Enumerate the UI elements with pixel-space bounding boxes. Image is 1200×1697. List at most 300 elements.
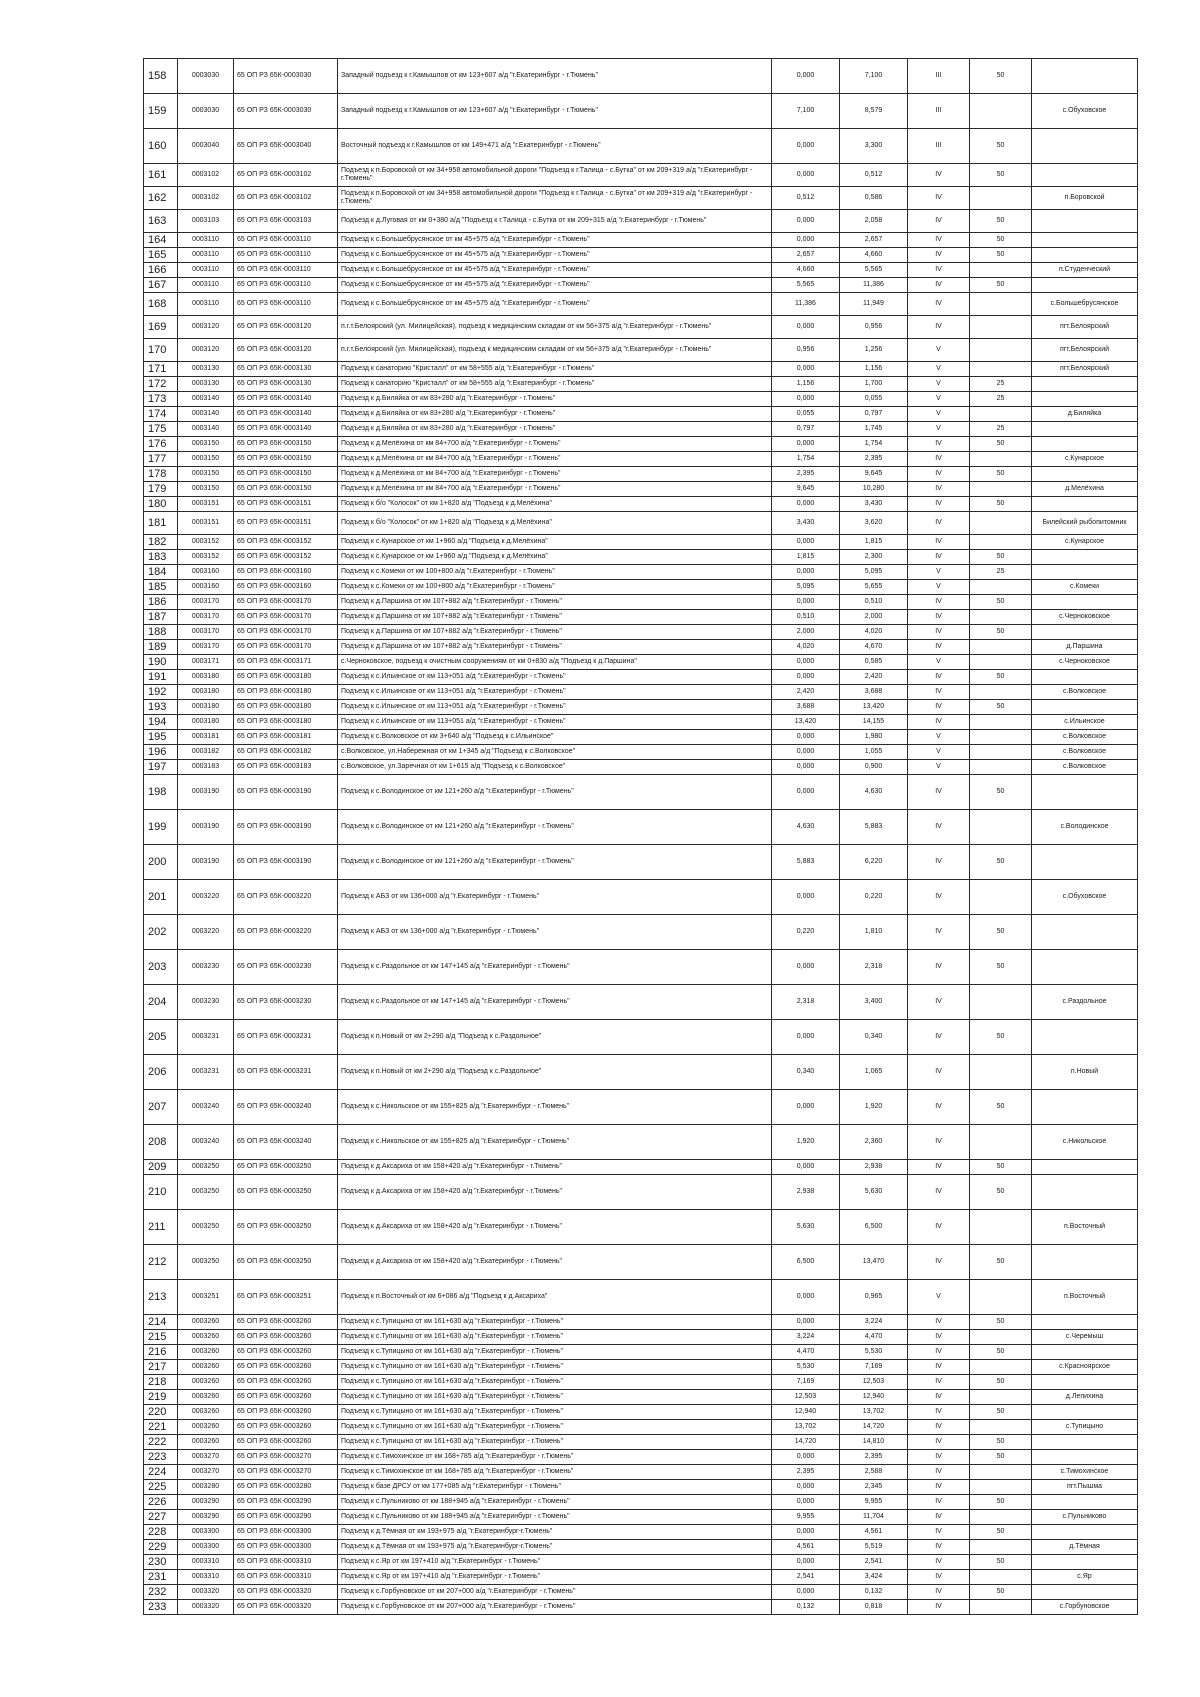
settlement: с.Обуховское: [1032, 94, 1138, 129]
road-category: IV: [908, 715, 970, 730]
table-row: [144, 1175, 1138, 1210]
road-code: 0003170: [178, 595, 234, 610]
road-name: Подъезд к д.Мелёхина от км 84+700 а/д "г.Екатеринбург - г.Тюмень": [338, 482, 772, 497]
road-category: IV: [908, 1480, 970, 1495]
speed-limit: 50: [970, 915, 1032, 950]
km-end: 2,058: [840, 210, 908, 233]
road-code: 0003260: [178, 1435, 234, 1450]
registration-number: 65 ОП РЗ 65К-0003140: [234, 392, 338, 407]
road-name: Подъезд к с.Никольское от км 155+825 а/д "г.Екатеринбург - г.Тюмень": [338, 1125, 772, 1160]
registration-number: 65 ОП РЗ 65К-0003040: [234, 129, 338, 164]
row-number: 170: [144, 339, 178, 362]
speed-limit: 50: [970, 467, 1032, 482]
road-name: Подъезд к с.Ильинское от км 113+051 а/д "г.Екатеринбург - г.Тюмень": [338, 700, 772, 715]
km-start: 0,000: [772, 497, 840, 512]
settlement: д.Тёмная: [1032, 1540, 1138, 1555]
km-end: 2,420: [840, 670, 908, 685]
road-name: п.г.т.Белоярский (ул. Милицейская), подъезд к медицинским складам от км 56+375 а/д "г.Екатеринбург - г.Тюмень": [338, 339, 772, 362]
row-number: 192: [144, 685, 178, 700]
km-end: 2,395: [840, 1450, 908, 1465]
road-category: IV: [908, 550, 970, 565]
road-category: IV: [908, 1055, 970, 1090]
km-start: 4,470: [772, 1345, 840, 1360]
km-start: 5,565: [772, 278, 840, 293]
km-end: 2,300: [840, 550, 908, 565]
registration-number: 65 ОП РЗ 65К-0003190: [234, 845, 338, 880]
settlement: [1032, 700, 1138, 715]
speed-limit: [970, 985, 1032, 1020]
km-end: 3,688: [840, 685, 908, 700]
registration-number: 65 ОП РЗ 65К-0003250: [234, 1210, 338, 1245]
speed-limit: 50: [970, 1020, 1032, 1055]
registration-number: 65 ОП РЗ 65К-0003231: [234, 1055, 338, 1090]
km-end: 1,055: [840, 745, 908, 760]
row-number: 188: [144, 625, 178, 640]
km-start: 0,000: [772, 1480, 840, 1495]
table-row: [144, 1160, 1138, 1175]
km-start: 9,955: [772, 1510, 840, 1525]
road-code: 0003250: [178, 1175, 234, 1210]
table-row: [144, 187, 1138, 210]
speed-limit: [970, 1510, 1032, 1525]
registration-number: 65 ОП РЗ 65К-0003030: [234, 94, 338, 129]
settlement: [1032, 1585, 1138, 1600]
table-row: [144, 467, 1138, 482]
settlement: [1032, 1345, 1138, 1360]
road-code: 0003102: [178, 187, 234, 210]
table-row: [144, 610, 1138, 625]
settlement: [1032, 497, 1138, 512]
km-end: 4,020: [840, 625, 908, 640]
road-name: с.Волковское, ул.Заречная от км 1+615 а/д "Подъезд к с.Волковское": [338, 760, 772, 775]
table-row: [144, 263, 1138, 278]
road-code: 0003190: [178, 845, 234, 880]
settlement: [1032, 915, 1138, 950]
road-code: 0003183: [178, 760, 234, 775]
settlement: с.Волковское: [1032, 685, 1138, 700]
table-row: [144, 760, 1138, 775]
km-end: 0,586: [840, 187, 908, 210]
km-start: 0,000: [772, 1315, 840, 1330]
registration-number: 65 ОП РЗ 65К-0003152: [234, 550, 338, 565]
speed-limit: [970, 655, 1032, 670]
registration-number: 65 ОП РЗ 65К-0003240: [234, 1125, 338, 1160]
km-end: 7,169: [840, 1360, 908, 1375]
settlement: с.Волковское: [1032, 745, 1138, 760]
registration-number: 65 ОП РЗ 65К-0003270: [234, 1450, 338, 1465]
registration-number: 65 ОП РЗ 65К-0003230: [234, 950, 338, 985]
road-category: IV: [908, 670, 970, 685]
table-row: [144, 595, 1138, 610]
settlement: [1032, 233, 1138, 248]
road-category: V: [908, 377, 970, 392]
registration-number: 65 ОП РЗ 65К-0003150: [234, 452, 338, 467]
table-row: [144, 810, 1138, 845]
speed-limit: 50: [970, 950, 1032, 985]
row-number: 176: [144, 437, 178, 452]
row-number: 198: [144, 775, 178, 810]
km-end: 5,630: [840, 1175, 908, 1210]
settlement: д.Паршина: [1032, 640, 1138, 655]
road-category: IV: [908, 1585, 970, 1600]
speed-limit: [970, 1330, 1032, 1345]
road-code: 0003260: [178, 1420, 234, 1435]
registration-number: 65 ОП РЗ 65К-0003320: [234, 1585, 338, 1600]
speed-limit: [970, 407, 1032, 422]
speed-limit: 50: [970, 1585, 1032, 1600]
settlement: [1032, 775, 1138, 810]
table-row: [144, 1345, 1138, 1360]
settlement: [1032, 1555, 1138, 1570]
road-name: Подъезд к п.Новый от км 2+290 а/д "Подъезд к с.Раздольное": [338, 1055, 772, 1090]
km-end: 7,100: [840, 59, 908, 94]
road-name: Подъезд к б/о "Колосок" от км 1+820 а/д "Подъезд к д.Мелёхина": [338, 497, 772, 512]
road-code: 0003300: [178, 1525, 234, 1540]
settlement: [1032, 845, 1138, 880]
table-row: [144, 316, 1138, 339]
row-number: 199: [144, 810, 178, 845]
road-name: Подъезд к с.Тупицыно от км 161+630 а/д "г.Екатеринбург - г.Тюмень": [338, 1435, 772, 1450]
km-end: 5,095: [840, 565, 908, 580]
road-code: 0003110: [178, 293, 234, 316]
road-code: 0003240: [178, 1090, 234, 1125]
row-number: 200: [144, 845, 178, 880]
table-row: [144, 1405, 1138, 1420]
km-end: 3,224: [840, 1315, 908, 1330]
road-category: IV: [908, 640, 970, 655]
table-row: [144, 339, 1138, 362]
speed-limit: 50: [970, 595, 1032, 610]
speed-limit: 50: [970, 700, 1032, 715]
speed-limit: 25: [970, 422, 1032, 437]
registration-number: 65 ОП РЗ 65К-0003110: [234, 233, 338, 248]
table-row: [144, 640, 1138, 655]
registration-number: 65 ОП РЗ 65К-0003270: [234, 1465, 338, 1480]
settlement: [1032, 950, 1138, 985]
table-row: [144, 730, 1138, 745]
settlement: с.Володинское: [1032, 810, 1138, 845]
row-number: 195: [144, 730, 178, 745]
km-start: 9,645: [772, 482, 840, 497]
road-code: 0003230: [178, 985, 234, 1020]
km-end: 10,280: [840, 482, 908, 497]
road-code: 0003220: [178, 880, 234, 915]
km-start: 4,660: [772, 263, 840, 278]
km-start: 2,657: [772, 248, 840, 263]
settlement: п.Новый: [1032, 1055, 1138, 1090]
road-code: 0003250: [178, 1245, 234, 1280]
road-name: Подъезд к д.Паршина от км 107+882 а/д "г.Екатеринбург - г.Тюмень": [338, 640, 772, 655]
road-code: 0003260: [178, 1375, 234, 1390]
settlement: [1032, 278, 1138, 293]
road-code: 0003310: [178, 1570, 234, 1585]
km-start: 7,169: [772, 1375, 840, 1390]
road-category: IV: [908, 1570, 970, 1585]
table-row: [144, 625, 1138, 640]
road-category: IV: [908, 1125, 970, 1160]
settlement: [1032, 59, 1138, 94]
road-category: IV: [908, 1315, 970, 1330]
road-name: Подъезд к АБЗ от км 136+000 а/д "г.Екатеринбург - г.Тюмень": [338, 915, 772, 950]
km-start: 0,956: [772, 339, 840, 362]
registration-number: 65 ОП РЗ 65К-0003190: [234, 775, 338, 810]
road-category: V: [908, 407, 970, 422]
road-category: III: [908, 59, 970, 94]
road-name: Подъезд к д.Мелёхина от км 84+700 а/д "г.Екатеринбург - г.Тюмень": [338, 467, 772, 482]
road-code: 0003180: [178, 700, 234, 715]
row-number: 232: [144, 1585, 178, 1600]
settlement: [1032, 1160, 1138, 1175]
km-start: 0,000: [772, 670, 840, 685]
row-number: 226: [144, 1495, 178, 1510]
speed-limit: 50: [970, 1160, 1032, 1175]
km-start: 13,702: [772, 1420, 840, 1435]
registration-number: 65 ОП РЗ 65К-0003220: [234, 915, 338, 950]
speed-limit: [970, 1390, 1032, 1405]
row-number: 190: [144, 655, 178, 670]
settlement: с.Тупицыно: [1032, 1420, 1138, 1435]
km-start: 2,318: [772, 985, 840, 1020]
registration-number: 65 ОП РЗ 65К-0003231: [234, 1020, 338, 1055]
table-row: [144, 880, 1138, 915]
km-start: 0,000: [772, 730, 840, 745]
table-row: [144, 1600, 1138, 1615]
km-end: 11,386: [840, 278, 908, 293]
road-category: V: [908, 339, 970, 362]
km-end: 2,000: [840, 610, 908, 625]
row-number: 187: [144, 610, 178, 625]
settlement: [1032, 1450, 1138, 1465]
row-number: 178: [144, 467, 178, 482]
table-row: [144, 745, 1138, 760]
table-row: [144, 1245, 1138, 1280]
road-code: 0003310: [178, 1555, 234, 1570]
road-name: Подъезд к д.Луговая от км 0+380 а/д "Подъезд к г.Талица - с.Бутка от км 209+315 а/д "г.Екатеринбург - г.Тюмень": [338, 210, 772, 233]
road-name: Подъезд к АБЗ от км 136+000 а/д "г.Екатеринбург - г.Тюмень": [338, 880, 772, 915]
table-row: [144, 915, 1138, 950]
table-row: [144, 1495, 1138, 1510]
table-body: [144, 59, 1138, 1615]
settlement: [1032, 1405, 1138, 1420]
road-code: 0003140: [178, 422, 234, 437]
table-row: [144, 985, 1138, 1020]
row-number: 222: [144, 1435, 178, 1450]
km-start: 0,055: [772, 407, 840, 422]
row-number: 215: [144, 1330, 178, 1345]
table-row: [144, 845, 1138, 880]
settlement: [1032, 377, 1138, 392]
settlement: п.Восточный: [1032, 1280, 1138, 1315]
speed-limit: [970, 362, 1032, 377]
settlement: с.Горбуновское: [1032, 1600, 1138, 1615]
row-number: 193: [144, 700, 178, 715]
table-row: [144, 1435, 1138, 1450]
row-number: 191: [144, 670, 178, 685]
road-name: Подъезд к с.Комеки от км 100+800 а/д "г.Екатеринбург - г.Тюмень": [338, 580, 772, 595]
km-end: 11,704: [840, 1510, 908, 1525]
table-row: [144, 715, 1138, 730]
km-start: 0,000: [772, 655, 840, 670]
table-row: [144, 1375, 1138, 1390]
km-end: 0,900: [840, 760, 908, 775]
km-start: 13,420: [772, 715, 840, 730]
row-number: 216: [144, 1345, 178, 1360]
road-name: Подъезд к с.Никольское от км 155+825 а/д "г.Екатеринбург - г.Тюмень": [338, 1090, 772, 1125]
speed-limit: [970, 1540, 1032, 1555]
road-name: Подъезд к санаторию "Кристалл" от км 58+555 а/д "г.Екатеринбург - г.Тюмень": [338, 362, 772, 377]
road-category: V: [908, 565, 970, 580]
road-category: IV: [908, 452, 970, 467]
road-code: 0003120: [178, 316, 234, 339]
road-category: IV: [908, 316, 970, 339]
km-start: 0,220: [772, 915, 840, 950]
km-end: 13,420: [840, 700, 908, 715]
registration-number: 65 ОП РЗ 65К-0003250: [234, 1245, 338, 1280]
speed-limit: 50: [970, 497, 1032, 512]
row-number: 159: [144, 94, 178, 129]
km-start: 0,000: [772, 535, 840, 550]
km-end: 9,645: [840, 467, 908, 482]
registration-number: 65 ОП РЗ 65К-0003152: [234, 535, 338, 550]
road-code: 0003152: [178, 550, 234, 565]
registration-number: 65 ОП РЗ 65К-0003151: [234, 497, 338, 512]
road-code: 0003160: [178, 565, 234, 580]
table-row: [144, 1280, 1138, 1315]
km-start: 5,883: [772, 845, 840, 880]
speed-limit: [970, 745, 1032, 760]
row-number: 185: [144, 580, 178, 595]
registration-number: 65 ОП РЗ 65К-0003251: [234, 1280, 338, 1315]
road-category: IV: [908, 437, 970, 452]
row-number: 172: [144, 377, 178, 392]
road-category: IV: [908, 1160, 970, 1175]
km-end: 2,938: [840, 1160, 908, 1175]
registration-number: 65 ОП РЗ 65К-0003250: [234, 1160, 338, 1175]
row-number: 217: [144, 1360, 178, 1375]
row-number: 183: [144, 550, 178, 565]
registration-number: 65 ОП РЗ 65К-0003120: [234, 339, 338, 362]
road-name: Подъезд к д.Тёмная от км 193+975 а/д "г.Екатеринбург-г.Тюмень": [338, 1540, 772, 1555]
table-row: [144, 377, 1138, 392]
row-number: 175: [144, 422, 178, 437]
road-code: 0003171: [178, 655, 234, 670]
settlement: с.Кунарское: [1032, 535, 1138, 550]
registration-number: 65 ОП РЗ 65К-0003103: [234, 210, 338, 233]
road-name: с.Волковское, ул.Набережная от км 1+345 а/д "Подъезд к с.Волковское": [338, 745, 772, 760]
speed-limit: 50: [970, 248, 1032, 263]
road-category: IV: [908, 1555, 970, 1570]
road-category: IV: [908, 210, 970, 233]
km-start: 0,000: [772, 437, 840, 452]
road-code: 0003150: [178, 482, 234, 497]
road-category: IV: [908, 1420, 970, 1435]
speed-limit: 25: [970, 377, 1032, 392]
road-category: IV: [908, 1020, 970, 1055]
km-start: 3,224: [772, 1330, 840, 1345]
road-code: 0003250: [178, 1210, 234, 1245]
row-number: 194: [144, 715, 178, 730]
speed-limit: [970, 512, 1032, 535]
settlement: с.Обуховское: [1032, 880, 1138, 915]
registration-number: 65 ОП РЗ 65К-0003120: [234, 316, 338, 339]
road-category: IV: [908, 482, 970, 497]
settlement: п.Восточный: [1032, 1210, 1138, 1245]
settlement: [1032, 1175, 1138, 1210]
road-name: Подъезд к д.Мелёхина от км 84+700 а/д "г.Екатеринбург - г.Тюмень": [338, 452, 772, 467]
road-code: 0003270: [178, 1450, 234, 1465]
road-category: IV: [908, 233, 970, 248]
settlement: с.Комеки: [1032, 580, 1138, 595]
road-name: Подъезд к д.Аксариха от км 158+420 а/д "г.Екатеринбург - г.Тюмень": [338, 1160, 772, 1175]
settlement: с.Раздольное: [1032, 985, 1138, 1020]
table-row: [144, 1125, 1138, 1160]
road-category: III: [908, 129, 970, 164]
registration-number: 65 ОП РЗ 65К-0003310: [234, 1570, 338, 1585]
registration-number: 65 ОП РЗ 65К-0003220: [234, 880, 338, 915]
km-start: 0,000: [772, 775, 840, 810]
km-end: 13,470: [840, 1245, 908, 1280]
registration-number: 65 ОП РЗ 65К-0003150: [234, 482, 338, 497]
settlement: [1032, 1020, 1138, 1055]
row-number: 224: [144, 1465, 178, 1480]
speed-limit: [970, 580, 1032, 595]
speed-limit: 50: [970, 278, 1032, 293]
speed-limit: 25: [970, 565, 1032, 580]
km-end: 1,815: [840, 535, 908, 550]
registration-number: 65 ОП РЗ 65К-0003290: [234, 1510, 338, 1525]
road-category: IV: [908, 1390, 970, 1405]
road-category: IV: [908, 810, 970, 845]
settlement: [1032, 550, 1138, 565]
road-category: IV: [908, 1510, 970, 1525]
road-category: IV: [908, 1090, 970, 1125]
road-code: 0003270: [178, 1465, 234, 1480]
row-number: 219: [144, 1390, 178, 1405]
road-category: V: [908, 580, 970, 595]
road-code: 0003150: [178, 467, 234, 482]
road-name: Подъезд к п.Новый от км 2+290 а/д "Подъезд к с.Раздольное": [338, 1020, 772, 1055]
road-code: 0003160: [178, 580, 234, 595]
road-category: IV: [908, 685, 970, 700]
speed-limit: [970, 685, 1032, 700]
road-code: 0003170: [178, 610, 234, 625]
km-start: 2,420: [772, 685, 840, 700]
road-name: Западный подъезд к г.Камышлов от км 123+607 а/д "г.Екатеринбург - г.Тюмень": [338, 59, 772, 94]
road-category: IV: [908, 915, 970, 950]
registration-number: 65 ОП РЗ 65К-0003160: [234, 565, 338, 580]
road-name: Подъезд к д.Тёмная от км 193+975 а/д "г.Екатеринбург-г.Тюмень": [338, 1525, 772, 1540]
speed-limit: [970, 452, 1032, 467]
table-row: [144, 685, 1138, 700]
table-row: [144, 422, 1138, 437]
km-end: 1,256: [840, 339, 908, 362]
settlement: с.Тимохинское: [1032, 1465, 1138, 1480]
settlement: с.Красноярское: [1032, 1360, 1138, 1375]
km-end: 5,530: [840, 1345, 908, 1360]
road-code: 0003140: [178, 407, 234, 422]
km-end: 4,561: [840, 1525, 908, 1540]
table-row: [144, 437, 1138, 452]
km-end: 1,754: [840, 437, 908, 452]
registration-number: 65 ОП РЗ 65К-0003260: [234, 1345, 338, 1360]
km-end: 1,920: [840, 1090, 908, 1125]
km-end: 3,620: [840, 512, 908, 535]
road-name: Подъезд к с.Тимохинское от км 168+785 а/д "г.Екатеринбург - г.Тюмень": [338, 1465, 772, 1480]
km-end: 13,702: [840, 1405, 908, 1420]
road-category: IV: [908, 263, 970, 278]
road-code: 0003320: [178, 1600, 234, 1615]
road-name: Подъезд к с.Володинское от км 121+260 а/д "г.Екатеринбург - г.Тюмень": [338, 810, 772, 845]
